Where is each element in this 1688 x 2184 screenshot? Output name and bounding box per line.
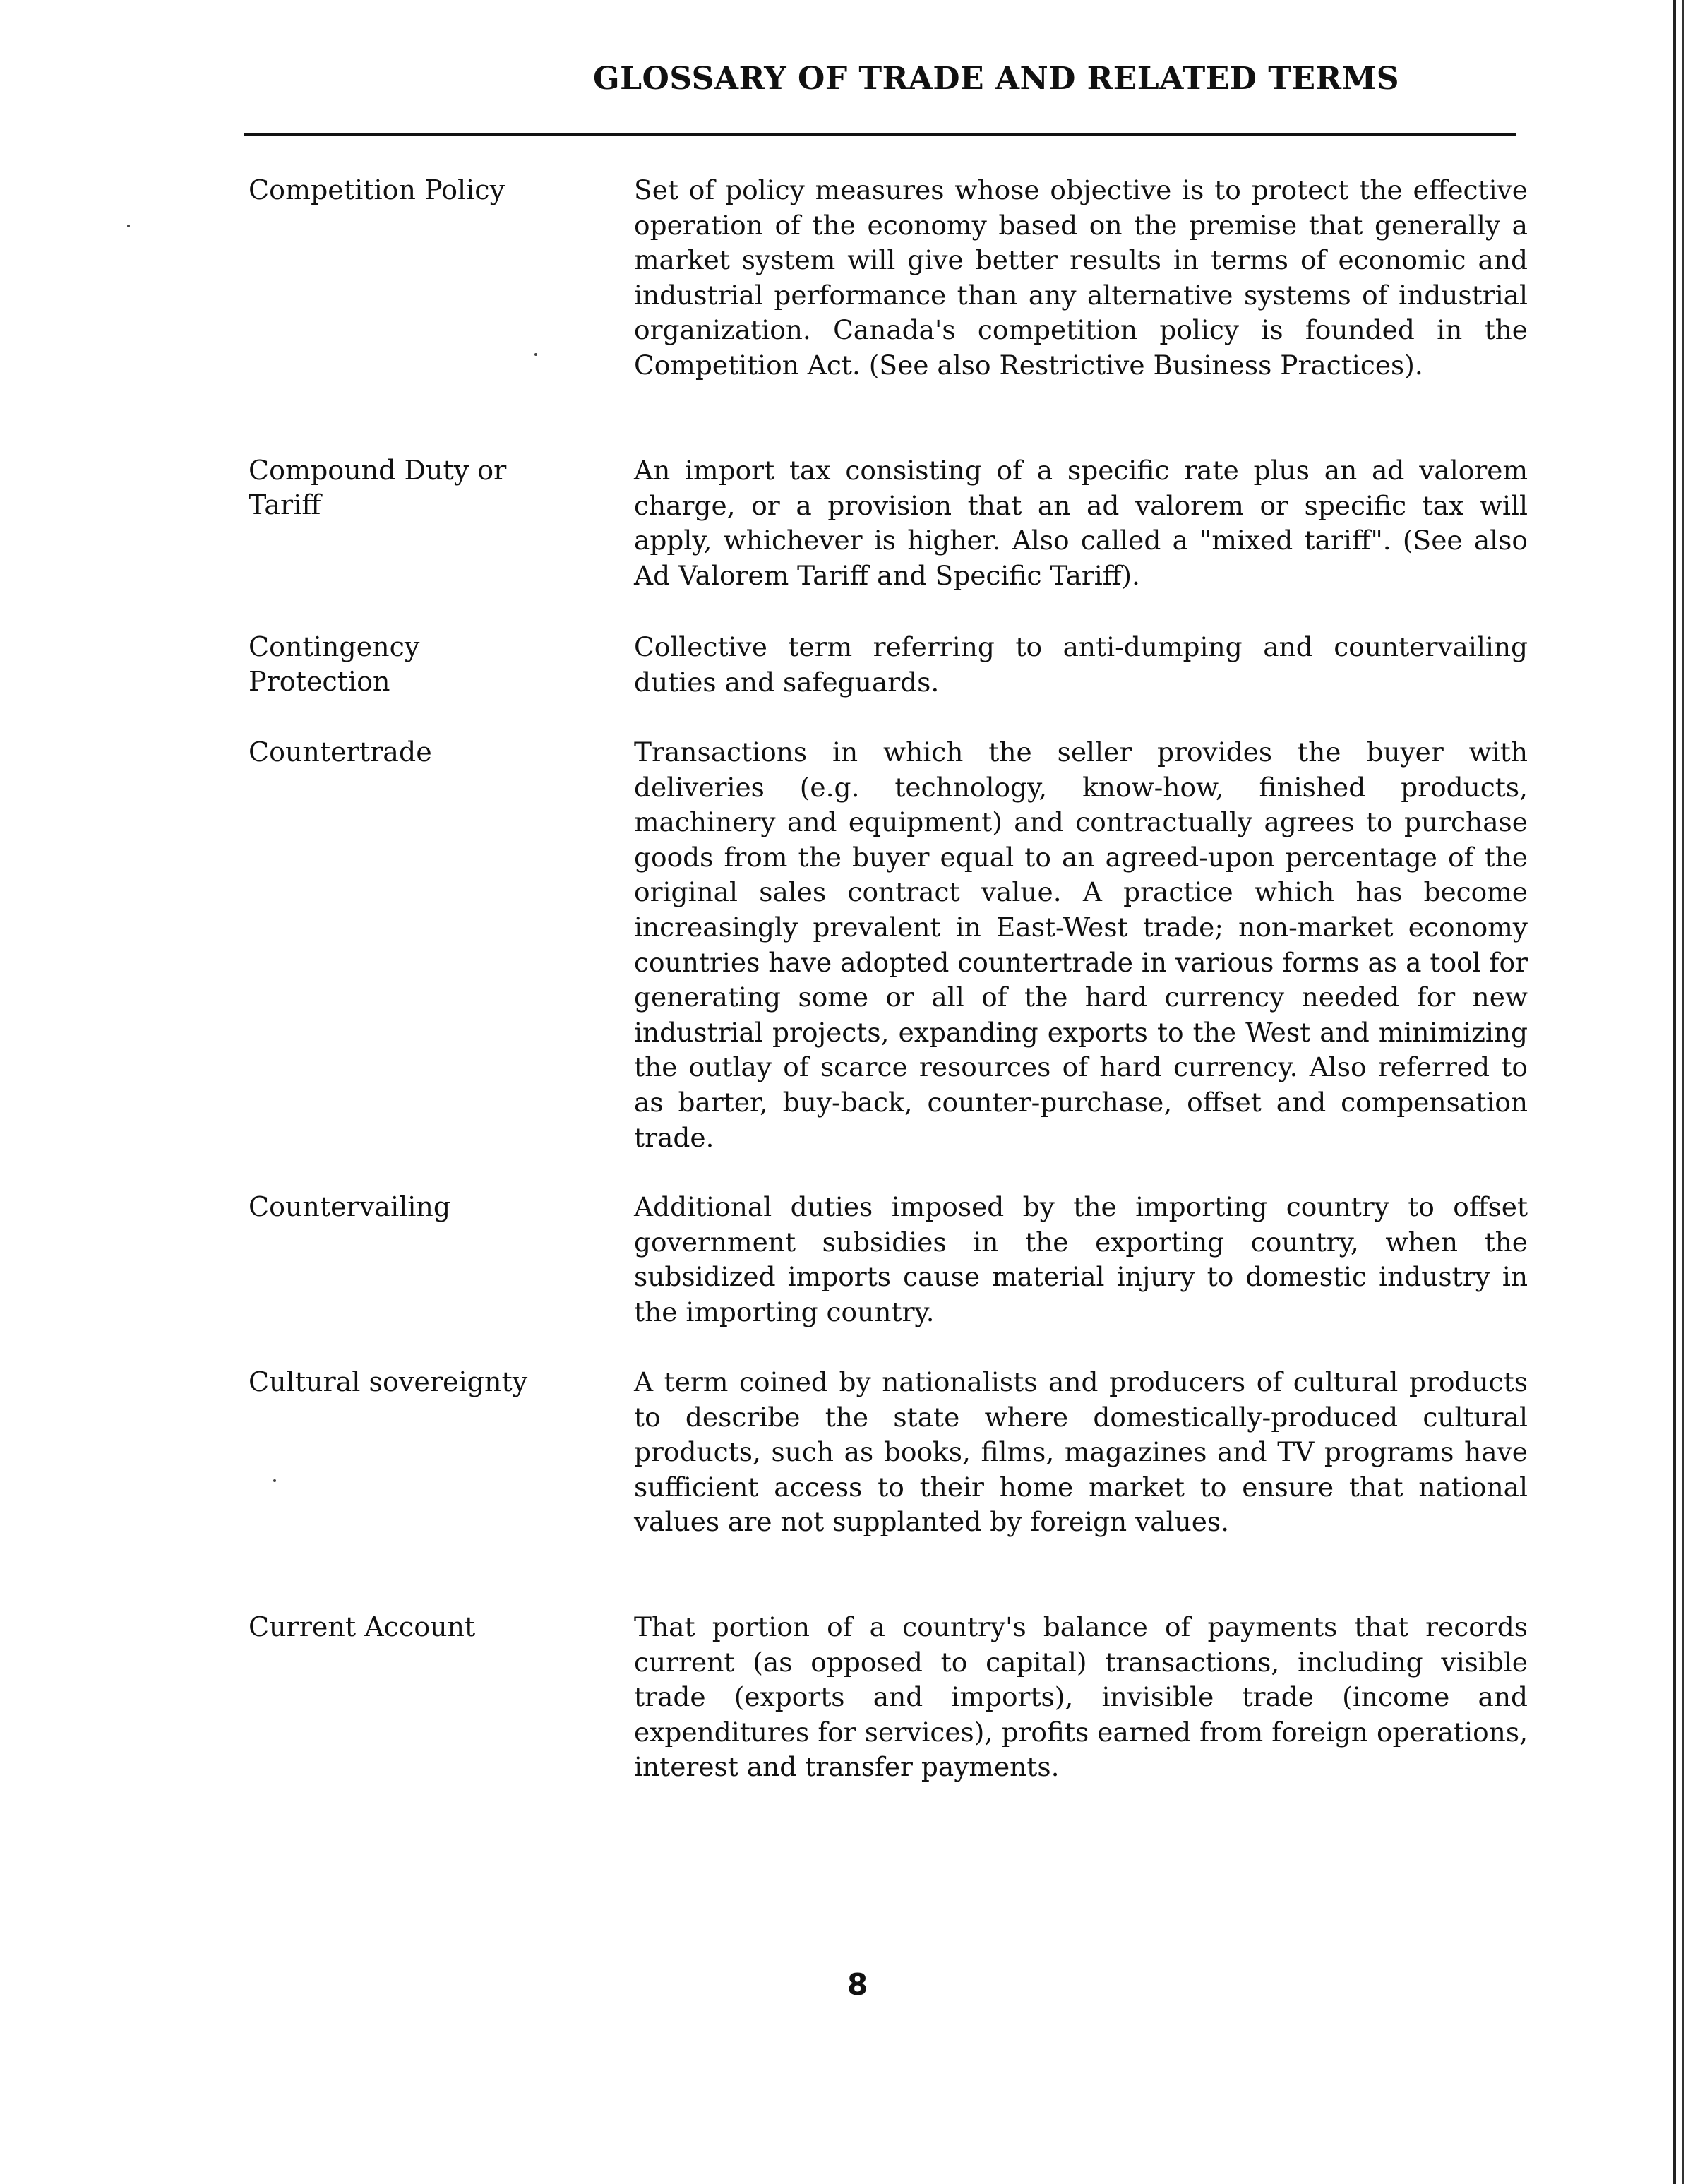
header-rule [244, 133, 1516, 136]
page-number: 8 [847, 1967, 868, 2002]
page-title: GLOSSARY OF TRADE AND RELATED TERMS [593, 61, 1400, 97]
glossary-definition: Collective term referring to anti-dumping and countervailing duties and safeguards. [634, 631, 1528, 698]
glossary-definition: A term coined by nationalists and producers of cultural products to describe the state where domestically-produced cultural products, such as books, films, magazines and TV programs have sufficient access to their home market to ensure that national values are not supplanted by foreign values. [634, 1366, 1528, 1538]
glossary-definition: An import tax consisting of a specific rate plus an ad valorem charge, or a provision that an ad valorem or specific tax will apply, whichever is higher. Also called a "mixed tariff". (See also Ad Valorem Tariff and Specific Tariff). [634, 455, 1528, 591]
glossary-term: Competition Policy [249, 174, 505, 205]
page-edge-line-outer [1682, 0, 1684, 2184]
glossary-term: Current Account [249, 1611, 476, 1642]
glossary-definition: Additional duties imposed by the importing country to offset government subsidies in the exporting country, when the subsidized imports cause material injury to domestic industry in the importing country. [634, 1191, 1528, 1327]
glossary-term: Contingency Protection [249, 631, 420, 697]
scan-speck [127, 225, 130, 227]
glossary-definition: That portion of a country's balance of payments that records current (as opposed to capital) transactions, including visible trade (exports and imports), invisible trade (income and expenditures for services), profits earned from foreign operations, interest and transfer payments. [634, 1611, 1528, 1783]
glossary-term: Countertrade [249, 736, 432, 768]
glossary-term: Compound Duty or Tariff [249, 455, 507, 520]
scan-speck [273, 1479, 276, 1482]
glossary-definition: Transactions in which the seller provides the buyer with deliveries (e.g. technology, know-how, finished products, machinery and equipment) and contractually agrees to purchase goods from the buyer equal to an agreed-upon percentage of the original sales contract value. A practice which has become increasingly prevalent in East-West trade; non-market economy countries have adopted countertrade in various forms as a tool for generating some or all of the hard currency needed for new industrial projects, expanding exports to the West and minimizing the outlay of scarce resources of hard currency. Also referred to as barter, buy-back, counter-purchase, offset and compensation trade. [634, 736, 1528, 1153]
page-edge-line [1673, 0, 1676, 2184]
glossary-definition: Set of policy measures whose objective is to protect the effective operation of the economy based on the premise that generally a market system will give better results in terms of economic and industrial performance than any alternative systems of industrial organization. Canada's competition policy is founded in the Competition Act. (See also Restrictive Business Practices). [634, 174, 1528, 381]
scan-speck [534, 353, 537, 356]
glossary-term: Cultural sovereignty [249, 1366, 528, 1397]
glossary-term: Countervailing [249, 1191, 451, 1222]
